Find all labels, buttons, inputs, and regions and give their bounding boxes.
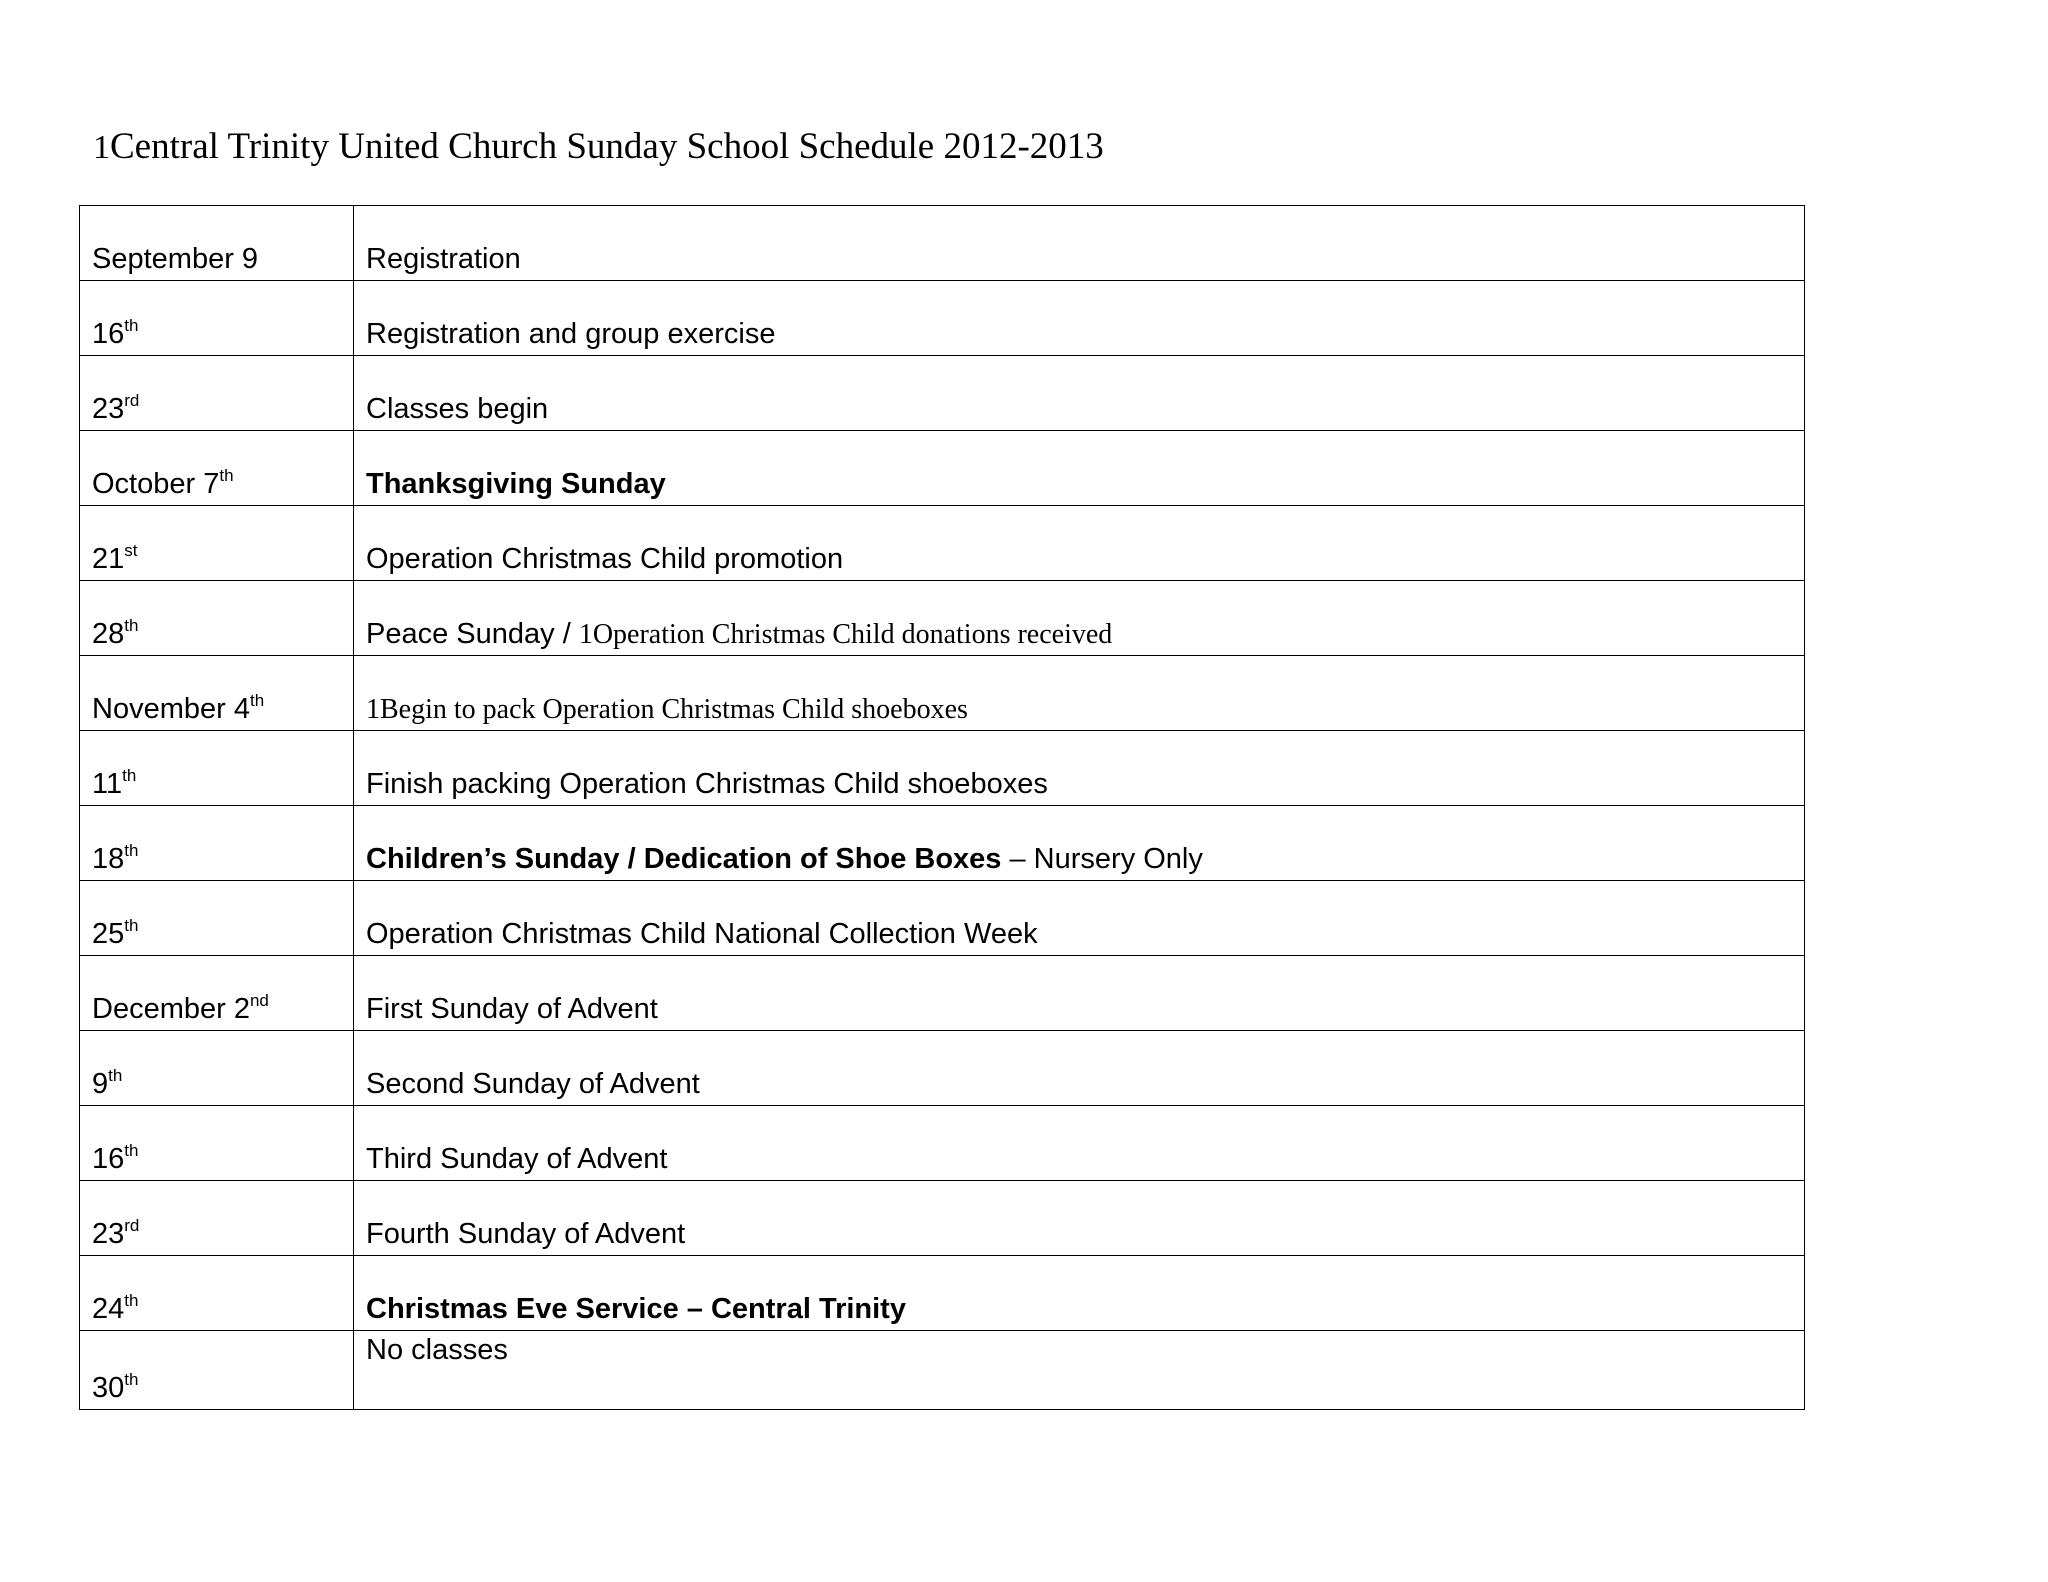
event-cell xyxy=(354,881,1805,956)
event-cell xyxy=(354,281,1805,356)
event-cell xyxy=(354,806,1805,881)
date-suffix: th xyxy=(124,316,139,336)
event-cell xyxy=(354,1181,1805,1256)
date-cell xyxy=(80,956,354,1031)
date-cell xyxy=(80,806,354,881)
event-cell xyxy=(354,506,1805,581)
date-text: September 9 xyxy=(92,243,259,276)
date-suffix: th xyxy=(124,916,139,936)
date-text: 9 xyxy=(92,1068,109,1101)
table-row xyxy=(80,581,1805,656)
event-text: Begin to pack Operation Christmas Child shoeboxes xyxy=(380,694,968,726)
table-row xyxy=(80,1331,1805,1410)
table-row xyxy=(80,206,1805,281)
date-suffix: st xyxy=(124,541,138,561)
event-cell xyxy=(354,1256,1805,1331)
date-suffix: th xyxy=(122,766,137,786)
event-cell xyxy=(354,1031,1805,1106)
event-text: Children’s Sunday / Dedication of Shoe Boxes xyxy=(366,843,1002,876)
event-text: Finish packing Operation Christmas Child shoeboxes xyxy=(366,768,1048,801)
event-cell xyxy=(354,956,1805,1031)
date-cell xyxy=(80,581,354,656)
date-text: 21 xyxy=(92,543,125,576)
date-cell xyxy=(80,881,354,956)
event-text: Thanksgiving Sunday xyxy=(366,468,666,501)
date-suffix: th xyxy=(124,616,139,636)
date-suffix: th xyxy=(124,1370,139,1390)
date-suffix: th xyxy=(124,841,139,861)
event-extra-text: Operation Christmas Child donations received xyxy=(592,619,1113,651)
date-text: 23 xyxy=(92,393,125,426)
table-row xyxy=(80,1181,1805,1256)
event-cell xyxy=(354,581,1805,656)
schedule-table xyxy=(79,205,1805,1410)
event-text: Operation Christmas Child National Collection Week xyxy=(366,918,1038,951)
event-marker: 1 xyxy=(366,694,380,726)
date-cell xyxy=(80,1106,354,1181)
date-cell xyxy=(80,1256,354,1331)
table-row xyxy=(80,356,1805,431)
date-suffix: rd xyxy=(124,391,140,411)
date-text: October 7 xyxy=(92,468,220,501)
event-text: Christmas Eve Service – Central Trinity xyxy=(366,1293,906,1326)
event-text: Second Sunday of Advent xyxy=(366,1068,700,1101)
event-cell xyxy=(354,431,1805,506)
date-text: 23 xyxy=(92,1218,125,1251)
event-text: Peace Sunday / xyxy=(366,618,579,651)
event-cell xyxy=(354,1106,1805,1181)
event-text: Fourth Sunday of Advent xyxy=(366,1218,686,1251)
table-row xyxy=(80,881,1805,956)
date-cell xyxy=(80,356,354,431)
date-suffix: th xyxy=(124,1291,139,1311)
table-row xyxy=(80,806,1805,881)
event-text: Registration xyxy=(366,243,521,276)
table-row xyxy=(80,1106,1805,1181)
event-cell xyxy=(354,356,1805,431)
event-cell xyxy=(354,656,1805,731)
table-row xyxy=(80,1256,1805,1331)
date-cell xyxy=(80,656,354,731)
event-text: Third Sunday of Advent xyxy=(366,1143,668,1176)
title-text: Central Trinity United Church Sunday School Schedule 2012-2013 xyxy=(110,126,1104,167)
date-text: 16 xyxy=(92,1143,125,1176)
date-text: 25 xyxy=(92,918,125,951)
date-text: 16 xyxy=(92,318,125,351)
date-text: 18 xyxy=(92,843,125,876)
date-text: December 2 xyxy=(92,993,250,1026)
event-text: No classes xyxy=(366,1334,508,1366)
table-row xyxy=(80,656,1805,731)
date-text: 11 xyxy=(92,768,123,801)
date-text: 24 xyxy=(92,1293,125,1326)
date-cell xyxy=(80,731,354,806)
event-text: Registration and group exercise xyxy=(366,318,776,351)
event-cell xyxy=(354,206,1805,281)
event-marker: 1 xyxy=(578,619,593,651)
date-suffix: nd xyxy=(249,991,269,1011)
date-cell xyxy=(80,206,354,281)
date-cell xyxy=(80,431,354,506)
date-cell xyxy=(80,506,354,581)
event-text: First Sunday of Advent xyxy=(366,993,658,1026)
table-row xyxy=(80,281,1805,356)
date-suffix: th xyxy=(124,1141,139,1161)
event-cell xyxy=(354,1331,1805,1410)
table-row xyxy=(80,431,1805,506)
date-cell xyxy=(80,281,354,356)
table-row xyxy=(80,1031,1805,1106)
event-cell xyxy=(354,731,1805,806)
title-marker: 1 xyxy=(93,129,110,166)
date-suffix: th xyxy=(108,1066,123,1086)
event-text: Classes begin xyxy=(366,393,549,426)
date-cell xyxy=(80,1031,354,1106)
event-text: Operation Christmas Child promotion xyxy=(366,543,844,576)
date-text: 28 xyxy=(92,618,125,651)
table-row xyxy=(80,506,1805,581)
date-suffix: th xyxy=(249,691,265,711)
date-text: November 4 xyxy=(92,693,250,726)
date-suffix: th xyxy=(219,466,234,486)
date-cell xyxy=(80,1331,354,1410)
page-title xyxy=(93,128,1104,165)
date-suffix: rd xyxy=(124,1216,140,1236)
date-cell xyxy=(80,1181,354,1256)
table-row xyxy=(80,956,1805,1031)
date-text: 30 xyxy=(92,1372,125,1405)
table-row xyxy=(80,731,1805,806)
event-extra-text: – Nursery Only xyxy=(1001,843,1203,876)
